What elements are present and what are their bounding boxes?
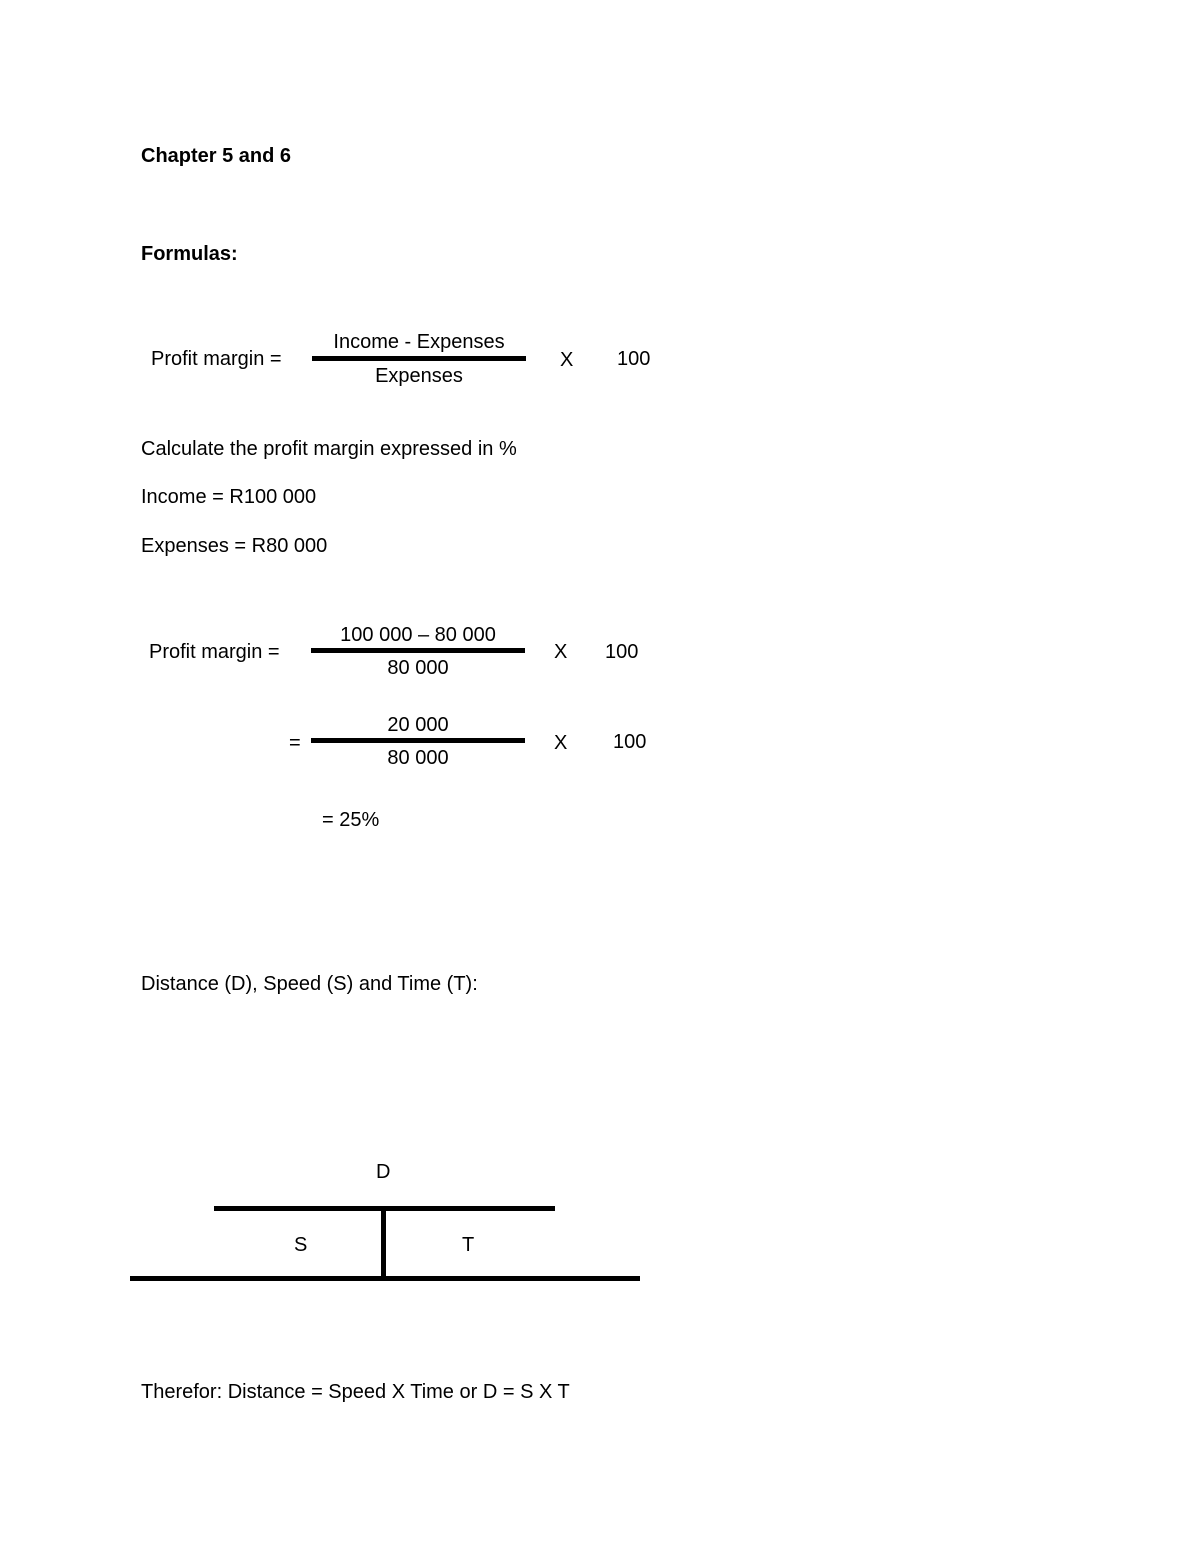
multiplier: 100 — [613, 731, 647, 753]
income-line: Income = R100 000 — [141, 486, 317, 508]
times-sign: X — [560, 349, 574, 371]
fraction-bar — [312, 356, 526, 361]
speed-label: S — [294, 1234, 308, 1256]
distance-label: D — [376, 1161, 391, 1183]
step1-label: Profit margin = — [149, 641, 280, 663]
multiplier: 100 — [605, 641, 639, 663]
fraction-bar — [311, 738, 525, 743]
step1-numerator: 100 000 – 80 000 — [340, 624, 496, 646]
step2-denominator: 80 000 — [387, 747, 449, 769]
times-sign: X — [554, 732, 568, 754]
base-line — [130, 1276, 640, 1281]
conclusion: Therefor: Distance = Speed X Time or D = S X T — [141, 1381, 570, 1403]
multiplier: 100 — [617, 348, 651, 370]
result: = 25% — [322, 809, 380, 831]
formula-denominator: Expenses — [375, 365, 463, 387]
formula-label: Profit margin = — [151, 348, 282, 370]
formulas-heading: Formulas: — [141, 243, 238, 265]
step2-numerator: 20 000 — [387, 714, 449, 736]
formula-numerator: Income - Expenses — [333, 331, 505, 353]
fraction-bar — [311, 648, 525, 653]
step1-denominator: 80 000 — [387, 657, 449, 679]
time-label: T — [462, 1234, 475, 1256]
exercise-question: Calculate the profit margin expressed in % — [141, 438, 517, 460]
vertical-divider-line — [381, 1208, 386, 1280]
dst-heading: Distance (D), Speed (S) and Time (T): — [141, 973, 478, 995]
chapter-title: Chapter 5 and 6 — [141, 145, 292, 167]
expenses-line: Expenses = R80 000 — [141, 535, 328, 557]
step2-label: = — [289, 732, 301, 754]
times-sign: X — [554, 641, 568, 663]
